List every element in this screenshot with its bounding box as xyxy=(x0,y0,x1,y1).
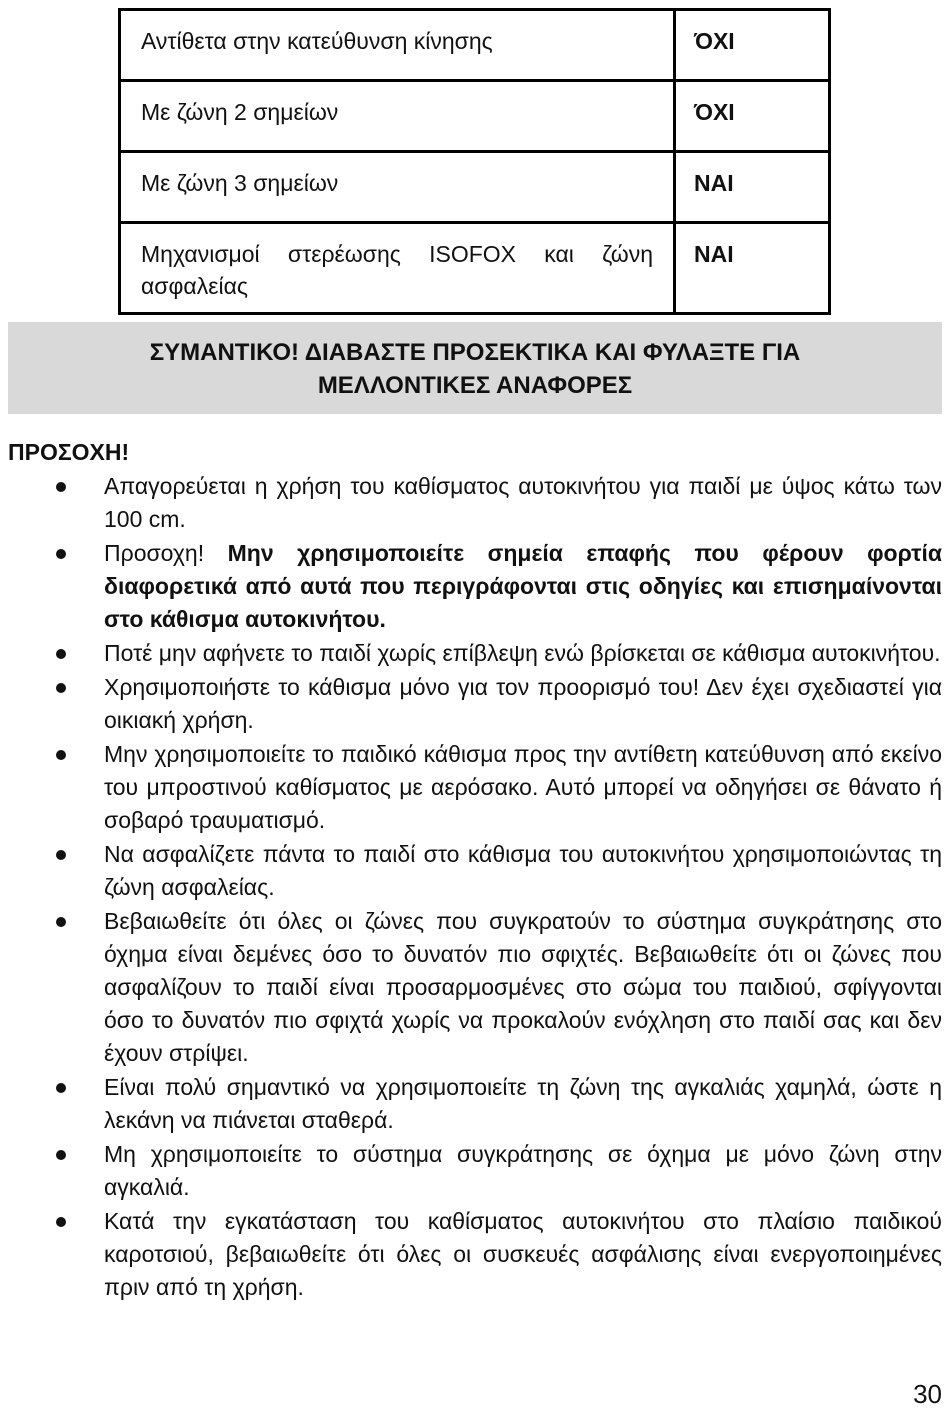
bullet-icon xyxy=(56,850,66,860)
list-item-text: Απαγορεύεται η χρήση του καθίσματος αυτοκινήτου για παιδί με ύψος κάτω των 100 cm. xyxy=(104,473,942,532)
table-cell-value: ΝΑΙ xyxy=(675,152,830,223)
table-cell-value: ΌΧΙ xyxy=(675,10,830,81)
important-banner xyxy=(8,322,942,414)
list-item-text: Βεβαιωθείτε ότι όλες οι ζώνες που συγκρατούν το σύστημα συγκράτησης στο όχημα είναι δεμένες όσο το δυνατόν πιο σφιχτές. Βεβαιωθείτε ότι οι ζώνες που ασφαλίζουν το παιδί είναι προσαρμοσμένες στο σώμα του παιδιού, σφίγγονται όσο το δυνατόν πιο σφιχτά χωρίς να προκαλούν ενόχληση στο παιδί σας και δεν έχουν στρίψει. xyxy=(104,908,942,1066)
list-item-text: Μην χρησιμοποιείτε το παιδικό κάθισμα προς την αντίθετη κατεύθυνση από εκείνο του μπροστινού καθίσματος με αερόσακο. Αυτό μπορεί να οδηγήσει σε θάνατο ή σοβαρό τραυματισμό. xyxy=(104,741,942,833)
table-row xyxy=(120,152,830,223)
list-item xyxy=(0,1071,942,1137)
bullet-icon xyxy=(56,750,66,760)
bullet-icon xyxy=(56,1150,66,1160)
table-cell-value: ΌΧΙ xyxy=(675,81,830,152)
bullet-icon xyxy=(56,482,66,492)
list-item xyxy=(0,838,942,904)
table-row xyxy=(120,223,830,314)
banner-line-2: ΜΕΛΛΟΝΤΙΚΕΣ ΑΝΑΦΟΡΕΣ xyxy=(317,372,633,399)
list-item-prefix: Προσοχη! xyxy=(104,540,228,566)
table-cell-label: Με ζώνη 2 σημείων xyxy=(120,81,675,152)
banner-line-1: ΣΥΜΑΝΤΙΚΟ! ΔΙΑΒΑΣΤΕ ΠΡΟΣΕΚΤΙΚΑ ΚΑΙ ΦΥΛΑΞΤΕ ΓΙΑ xyxy=(149,339,801,366)
list-item-text: Είναι πολύ σημαντικό να χρησιμοποιείτε τη ζώνη της αγκαλιάς χαμηλά, ώστε η λεκάνη να πιάνεται σταθερά. xyxy=(104,1074,942,1133)
table-row xyxy=(120,81,830,152)
list-item xyxy=(0,671,942,737)
list-item-text: Χρησιμοποιήστε το κάθισμα μόνο για τον προορισμό του! Δεν έχει σχεδιαστεί για οικιακή χρήση. xyxy=(104,674,942,733)
list-item xyxy=(0,537,942,636)
list-item xyxy=(0,1205,942,1304)
list-item-bold-text: Μην χρησιμοποιείτε σημεία επαφής που φέρουν φορτία διαφορετικά από αυτά που περιγράφονται στις οδηγίες και επισημαίνονται στο κάθισμα αυτοκινήτου. xyxy=(104,540,942,632)
list-item-text: Ποτέ μην αφήνετε το παιδί χωρίς επίβλεψη ενώ βρίσκεται σε κάθισμα αυτοκινήτου. xyxy=(104,640,941,666)
bullet-icon xyxy=(56,683,66,693)
table-cell-label: Αντίθετα στην κατεύθυνση κίνησης xyxy=(120,10,675,81)
table-row xyxy=(120,10,830,81)
bullet-icon xyxy=(56,1217,66,1227)
warning-heading: ΠΡΟΣΟΧΗ! xyxy=(8,439,130,465)
list-item-text: Κατά την εγκατάσταση του καθίσματος αυτοκινήτου στο πλαίσιο παιδικού καροτσιού, βεβαιωθείτε ότι όλες οι συσκευές ασφάλισης είναι ενεργοποιημένες πριν από τη χρήση. xyxy=(104,1208,942,1300)
bullet-icon xyxy=(56,1083,66,1093)
page-number: 30 xyxy=(913,1379,942,1409)
warning-list xyxy=(0,470,942,1305)
table-cell-label: Μηχανισμοί στερέωσης ISOFOX και ζώνη ασφαλείας xyxy=(120,223,675,314)
list-item xyxy=(0,470,942,536)
table-cell-value: ΝΑΙ xyxy=(675,223,830,314)
bullet-icon xyxy=(56,649,66,659)
list-item xyxy=(0,1138,942,1204)
compatibility-table xyxy=(118,8,831,315)
list-item xyxy=(0,637,942,670)
list-item-text: Να ασφαλίζετε πάντα το παιδί στο κάθισμα του αυτοκινήτου χρησιμοποιώντας τη ζώνη ασφαλείας. xyxy=(104,841,942,900)
list-item xyxy=(0,738,942,837)
table-cell-label: Με ζώνη 3 σημείων xyxy=(120,152,675,223)
list-item-text: Μη χρησιμοποιείτε το σύστημα συγκράτησης σε όχημα με μόνο ζώνη στην αγκαλιά. xyxy=(104,1141,942,1200)
bullet-icon xyxy=(56,549,66,559)
bullet-icon xyxy=(56,917,66,927)
list-item xyxy=(0,905,942,1070)
